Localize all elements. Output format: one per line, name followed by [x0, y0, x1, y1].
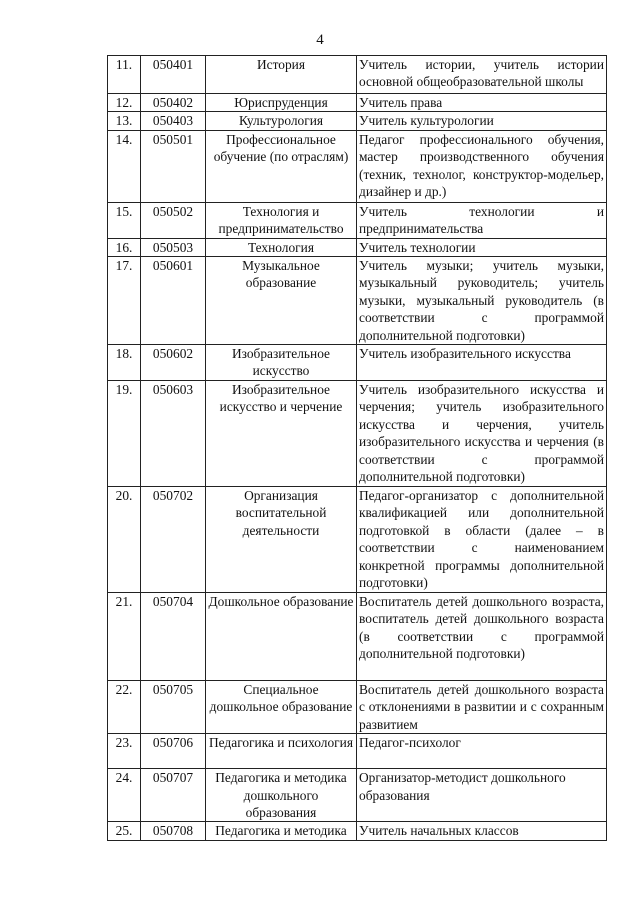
specialty-code: 050402	[141, 94, 206, 112]
table-row	[108, 257, 607, 345]
specialty-code: 050702	[141, 486, 206, 592]
specialty-code: 050705	[141, 680, 206, 733]
table-row	[108, 94, 607, 112]
qualification: Педагог профессионального обучения, мастер производственного обучения (техник, технолог, конструктор-модельер, дизайнер и др.)	[357, 130, 607, 202]
specialty-code: 050601	[141, 257, 206, 345]
specialty-name: Педагогика и методика	[206, 822, 357, 840]
qualification: Учитель культурологии	[357, 112, 607, 130]
specialty-name: История	[206, 56, 357, 94]
specialty-name: Педагогика и методика дошкольного образования	[206, 769, 357, 822]
table-row	[108, 769, 607, 822]
table-row	[108, 380, 607, 486]
row-number: 20.	[108, 486, 141, 592]
table-row	[108, 822, 607, 840]
qualification: Учитель музыки; учитель музыки, музыкальный руководитель; учитель музыки, музыкальный руководитель (в соответствии с программой дополнительной подготовки)	[357, 257, 607, 345]
qualification: Учитель права	[357, 94, 607, 112]
row-number: 18.	[108, 345, 141, 381]
table-row	[108, 130, 607, 202]
qualification: Учитель изобразительного искусства и черчения; учитель изобразительного искусства и черчения, учитель изобразительного искусства и черчения (в соответствии с программой дополнительной подготовки)	[357, 380, 607, 486]
row-number: 25.	[108, 822, 141, 840]
specialty-name: Профессиональное обучение (по отраслям)	[206, 130, 357, 202]
table-row	[108, 734, 607, 769]
specialty-name: Технология	[206, 238, 357, 256]
specialty-code: 050602	[141, 345, 206, 381]
specialties-table	[107, 55, 607, 841]
qualification: Педагог-психолог	[357, 734, 607, 769]
specialty-name: Дошкольное образование	[206, 592, 357, 680]
qualification: Воспитатель детей дошкольного возраста, воспитатель детей дошкольного возраста (в соответствии с программой дополнительной подготовки)	[357, 592, 607, 680]
table-row	[108, 202, 607, 238]
row-number: 21.	[108, 592, 141, 680]
row-number: 17.	[108, 257, 141, 345]
specialty-name: Юриспруденция	[206, 94, 357, 112]
specialty-code: 050403	[141, 112, 206, 130]
specialty-code: 050706	[141, 734, 206, 769]
row-number: 19.	[108, 380, 141, 486]
specialty-code: 050704	[141, 592, 206, 680]
row-number: 14.	[108, 130, 141, 202]
table-row	[108, 592, 607, 680]
table-row	[108, 345, 607, 381]
row-number: 16.	[108, 238, 141, 256]
specialty-name: Культурология	[206, 112, 357, 130]
qualification: Учитель технологии	[357, 238, 607, 256]
qualification: Педагог-организатор с дополнительной квалификацией или дополнительной подготовкой в области (далее – в соответствии с наименованием конкретной программы дополнительной подготовки)	[357, 486, 607, 592]
specialty-name: Изобразительное искусство	[206, 345, 357, 381]
qualification: Учитель начальных классов	[357, 822, 607, 840]
specialty-name: Изобразительное искусство и черчение	[206, 380, 357, 486]
row-number: 13.	[108, 112, 141, 130]
qualification: Воспитатель детей дошкольного возраста с отклонениями в развитии и с сохранным развитием	[357, 680, 607, 733]
row-number: 22.	[108, 680, 141, 733]
qualification: Учитель технологии и предпринимательства	[357, 202, 607, 238]
row-number: 15.	[108, 202, 141, 238]
qualification: Организатор-методист дошкольного образования	[357, 769, 607, 822]
qualification: Учитель изобразительного искусства	[357, 345, 607, 381]
row-number: 23.	[108, 734, 141, 769]
specialty-name: Педагогика и психология	[206, 734, 357, 769]
specialty-code: 050401	[141, 56, 206, 94]
specialty-code: 050603	[141, 380, 206, 486]
table-row	[108, 56, 607, 94]
qualification: Учитель истории, учитель истории основной общеобразовательной школы	[357, 56, 607, 94]
specialty-name: Организация воспитательной деятельности	[206, 486, 357, 592]
specialty-code: 050708	[141, 822, 206, 840]
specialty-name: Музыкальное образование	[206, 257, 357, 345]
specialty-code: 050503	[141, 238, 206, 256]
row-number: 11.	[108, 56, 141, 94]
table-row	[108, 238, 607, 256]
specialty-code: 050707	[141, 769, 206, 822]
specialty-code: 050501	[141, 130, 206, 202]
row-number: 24.	[108, 769, 141, 822]
specialty-name: Технология и предпринимательство	[206, 202, 357, 238]
table-row	[108, 486, 607, 592]
page-number: 4	[316, 32, 324, 48]
specialty-code: 050502	[141, 202, 206, 238]
table-row	[108, 112, 607, 130]
row-number: 12.	[108, 94, 141, 112]
specialty-name: Специальное дошкольное образование	[206, 680, 357, 733]
table-row	[108, 680, 607, 733]
